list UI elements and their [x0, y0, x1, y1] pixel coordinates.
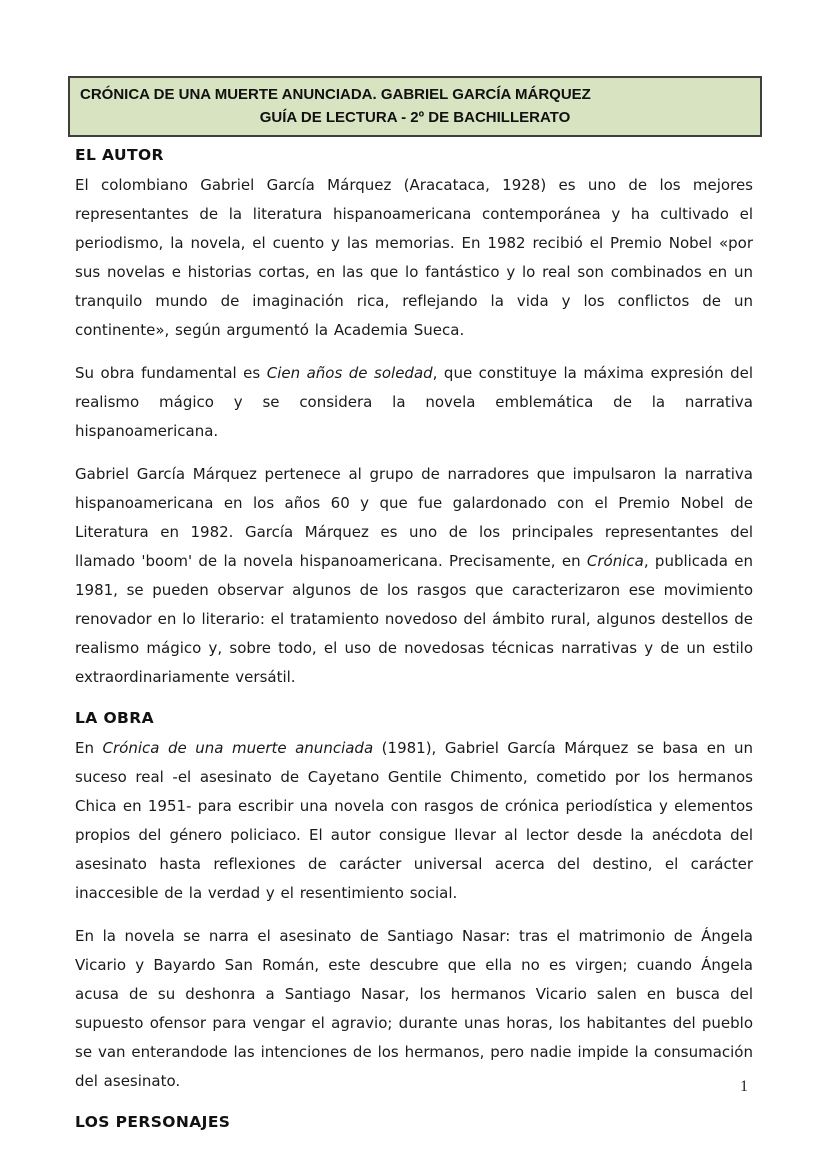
page-number: 1 [740, 1078, 748, 1095]
text-run: Su obra fundamental es [75, 364, 267, 382]
text-run: El colombiano Gabriel García Márquez (Aracataca, 1928) es uno de los mejores representantes de la literatura hispanoamericana contemporánea y ha cultivado el periodismo, la novela, el cuento y las memorias. En 1982 recibió el Premio Nobel «por sus novelas e historias cortas, en las que lo fantástico y lo real son combinados en un tranquilo mundo de imaginación rica, reflejando la vida y los conflictos de un continente», según argumentó la Academia Sueca. [75, 176, 753, 339]
document-body [75, 146, 753, 1138]
section-heading: EL AUTOR [75, 146, 164, 164]
section-heading: LA OBRA [75, 709, 154, 727]
italic-text-run: Crónica [586, 552, 644, 570]
italic-text-run: Crónica de una muerte anunciada [102, 739, 374, 757]
title-box [68, 76, 762, 137]
paragraph [75, 460, 753, 692]
text-run: En [75, 739, 103, 757]
text-run: En la novela se narra el asesinato de Santiago Nasar: tras el matrimonio de Ángela Vicario y Bayardo San Román, este descubre que ella no es virgen; cuando Ángela acusa de su deshonra a Santiago Nasar, los hermanos Vicario salen en busca del supuesto ofensor para vengar el agravio; durante unas horas, los habitantes del pueblo se van enterandode las intenciones de los hermanos, pero nadie impide la consumación del asesinato. [75, 927, 753, 1090]
paragraph [75, 171, 753, 345]
paragraph [75, 734, 753, 908]
italic-text-run: Cien años de soledad [266, 364, 433, 382]
text-run: Gabriel García Márquez pertenece al grupo de narradores que impulsaron la narrativa hispanoamericana en los años 60 y que fue galardonado con el Premio Nobel de Literatura en 1982. García Márquez es uno de los principales representantes del llamado 'boom' de la novela hispanoamericana. Precisamente, en [75, 465, 753, 570]
paragraph [75, 922, 753, 1096]
text-run: , que constituye la máxima expresión del realismo mágico y se considera la novela emblemática de la narrativa hispanoamericana. [75, 364, 753, 440]
section-heading: LOS PERSONAJES [75, 1113, 231, 1131]
paragraph [75, 359, 753, 446]
text-run: (1981), Gabriel García Márquez se basa en un suceso real -el asesinato de Cayetano Gentile Chimento, cometido por los hermanos Chica en 1951- para escribir una novela con rasgos de crónica periodística y elementos propios del género policiaco. El autor consigue llevar al lector desde la anécdota del asesinato hasta reflexiones de carácter universal acerca del destino, el carácter inaccesible de la verdad y el resentimiento social. [75, 739, 753, 902]
document-subtitle: GUÍA DE LECTURA - 2º DE BACHILLERATO [259, 109, 571, 126]
text-run: , publicada en 1981, se pueden observar algunos de los rasgos que caracterizaron ese movimiento renovador en lo literario: el tratamiento novedoso del ámbito rural, algunos destellos de realismo mágico y, sobre todo, el uso de novedosas técnicas narrativas y de un estilo extraordinariamente versátil. [75, 552, 754, 686]
document-title: CRÓNICA DE UNA MUERTE ANUNCIADA. GABRIEL GARCÍA MÁRQUEZ [80, 86, 591, 103]
